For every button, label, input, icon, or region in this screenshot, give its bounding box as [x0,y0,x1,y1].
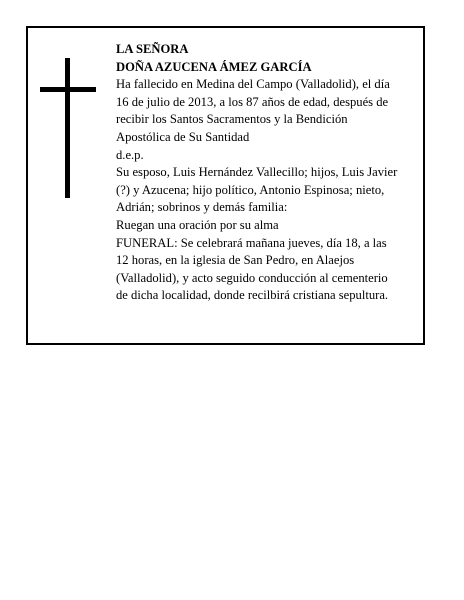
notice-line: (?) y Azucena; hijo político, Antonio Espinosa; nieto, [116,182,385,197]
notice-line: (Valladolid), y acto seguido conducción al cementerio [116,270,388,285]
notice-line: Su esposo, Luis Hernández Vallecillo; hijos, Luis Javier [116,165,398,180]
notice-line: FUNERAL: Se celebrará mañana jueves, día 18, a las [116,235,387,250]
notice-heading-title: LA SEÑORA [116,42,189,56]
deceased-name: DOÑA AZUCENA ÁMEZ GARCÍA [116,59,312,74]
notice-line: de dicha localidad, donde recilbirá cristiana sepultura. [116,288,389,303]
notice-line: recibir los Santos Sacramentos y la Bendición [116,112,348,127]
notice-line: Adrián; sobrinos y demás familia: [116,200,288,215]
cross-vertical-bar [65,58,70,198]
notice-line: 12 horas, en la iglesia de San Pedro, en Alaejos [116,253,355,268]
cross-icon [40,58,96,198]
notice-line: 16 de julio de 2013, a los 87 años de edad, después de [116,94,389,109]
notice-line: Ha fallecido en Medina del Campo (Valladolid), el día [116,77,390,92]
notice-line: Apostólica de Su Santidad [116,129,250,144]
cross-horizontal-bar [40,87,96,92]
notice-line: Ruegan una oración por su alma [116,217,279,232]
obituary-notice [26,26,425,345]
notice-line: d.e.p. [116,147,144,162]
obituary-text [116,41,422,305]
